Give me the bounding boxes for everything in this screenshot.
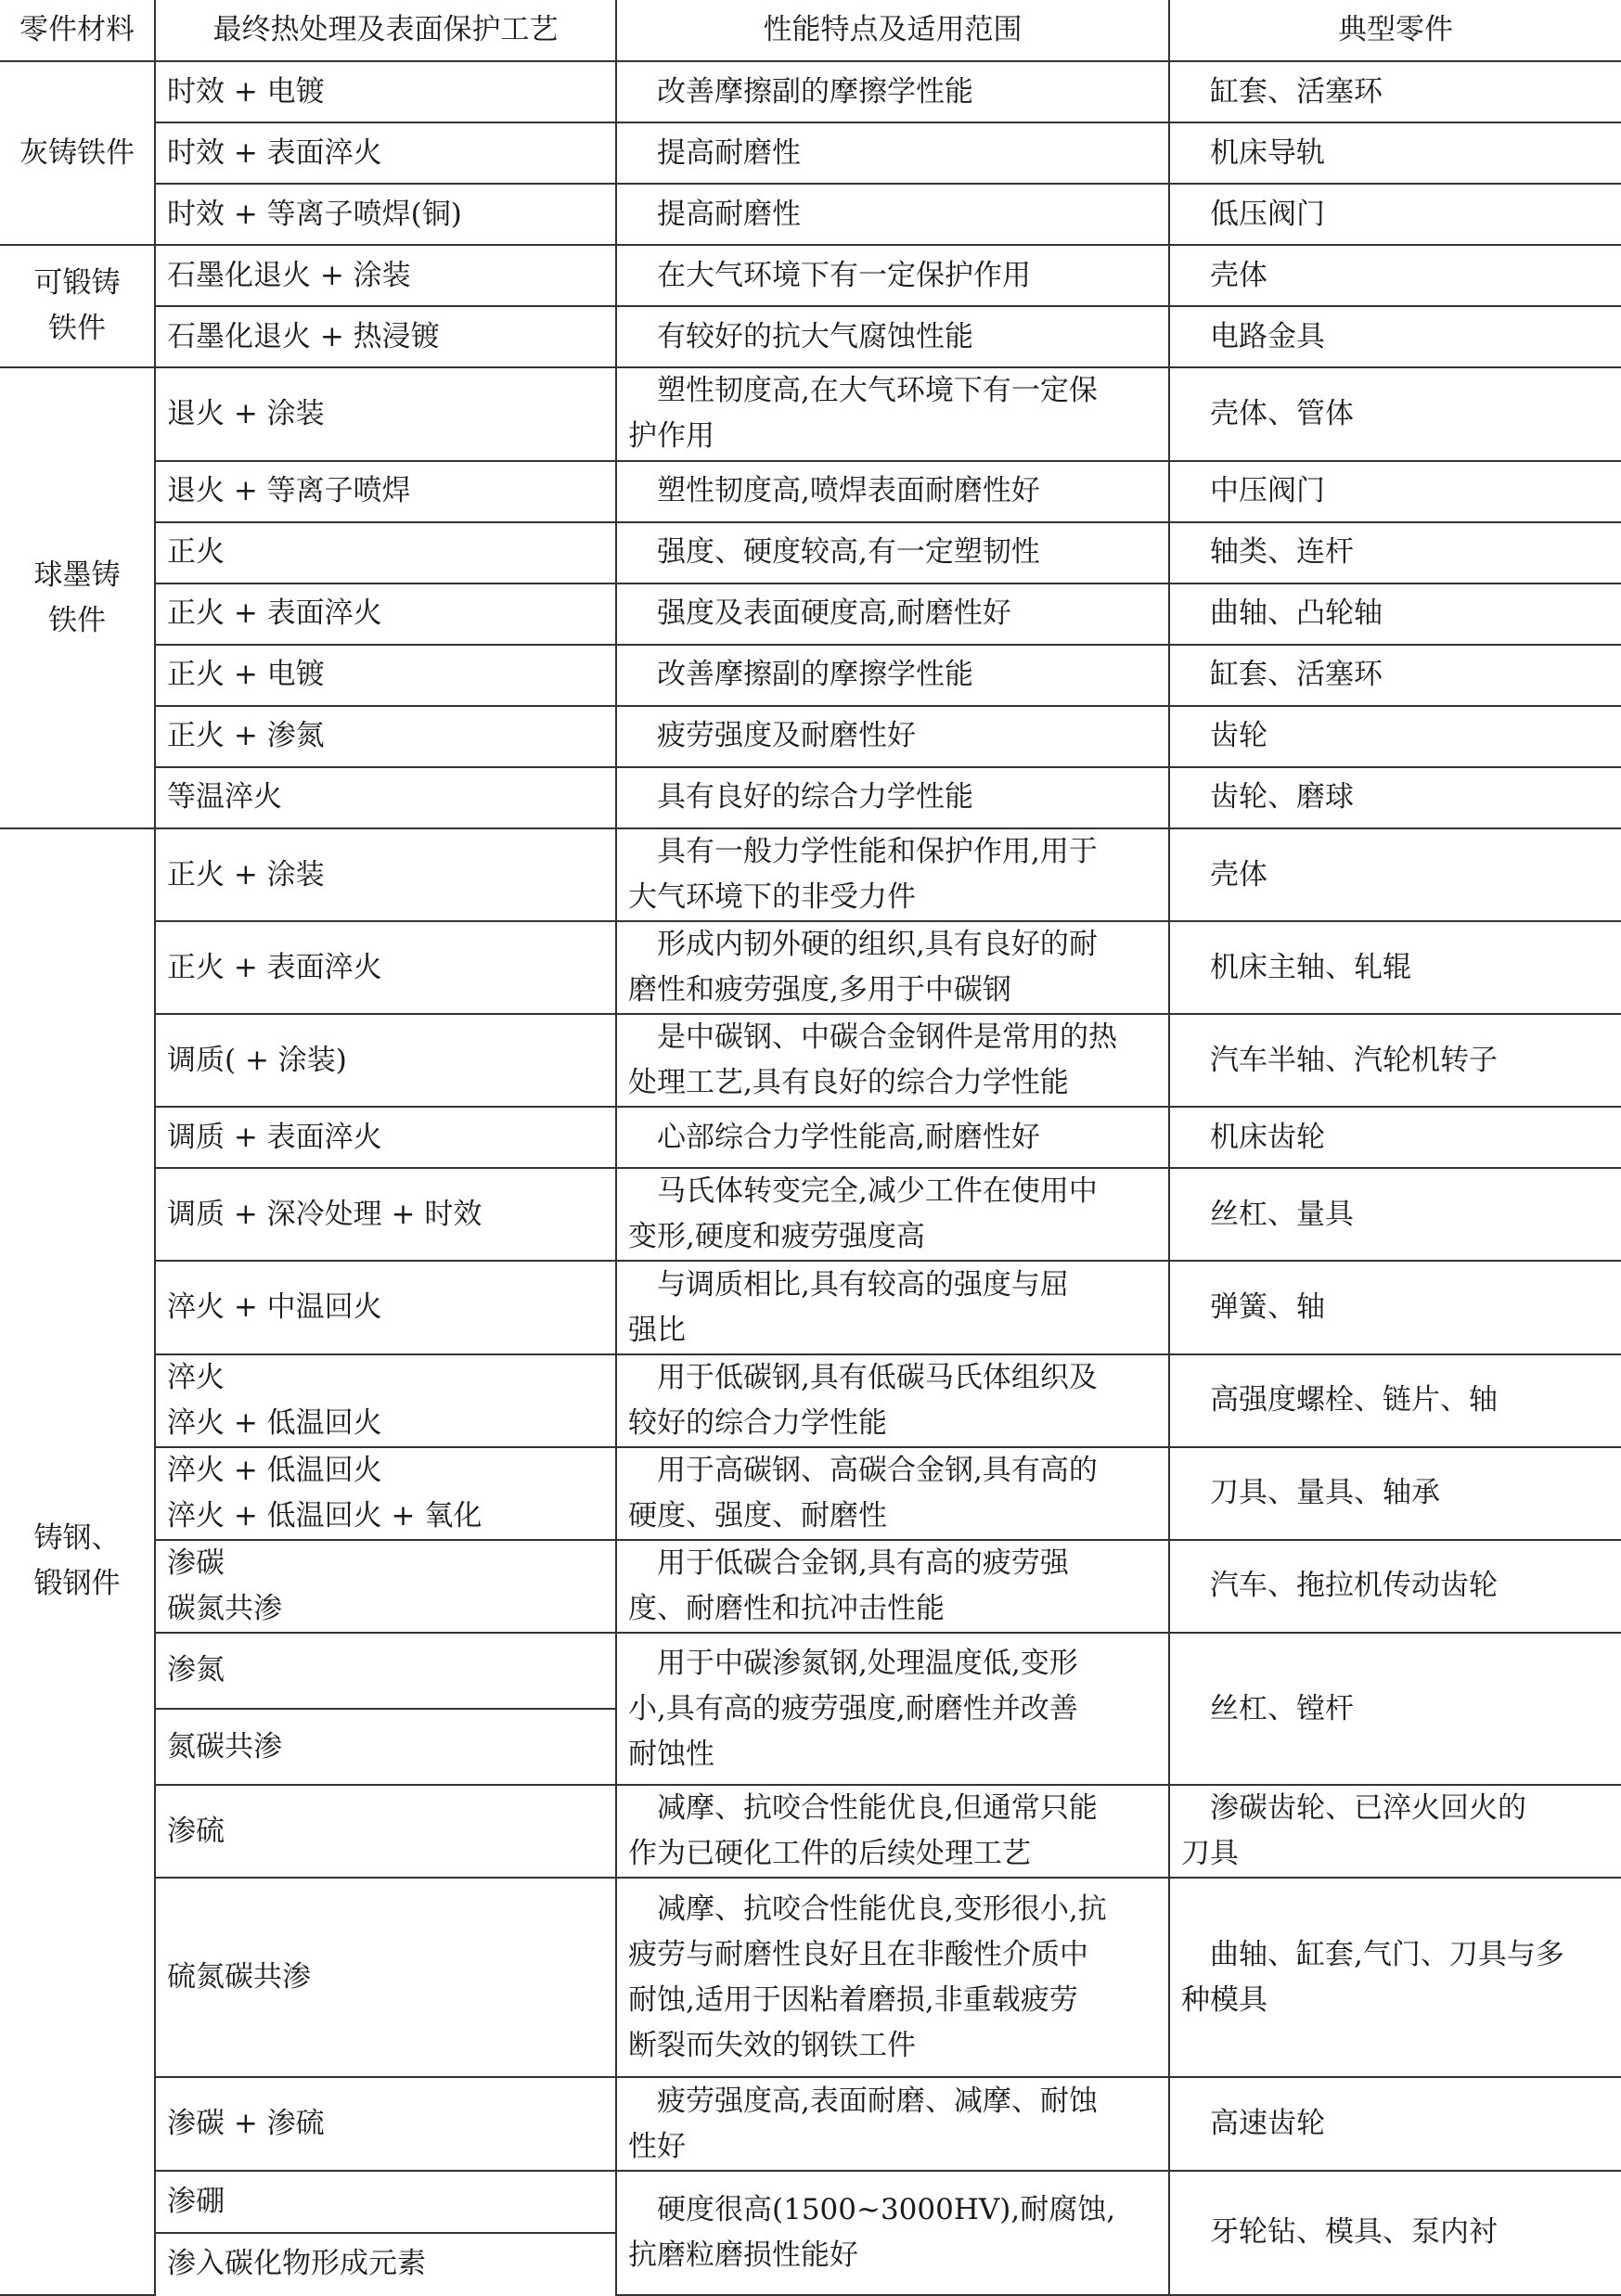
cell-line: 曲轴、凸轮轴 — [1210, 596, 1383, 631]
process-cell — [155, 1354, 616, 1447]
parts-cell — [1169, 306, 1621, 367]
cell-line: 性好 — [628, 2129, 686, 2163]
material-cell — [0, 245, 155, 367]
process-cell — [155, 245, 616, 306]
cell-line: 丝杠、镗杆 — [1210, 1691, 1354, 1725]
cell-line: 壳体 — [1210, 258, 1267, 292]
process-cell — [155, 1785, 616, 1878]
cell-line: 小,具有高的疲劳强度,耐磨性并改善 — [628, 1691, 1078, 1725]
performance-cell — [616, 184, 1169, 245]
cell-line: 球墨铸 — [33, 558, 121, 592]
performance-cell — [616, 2171, 1169, 2295]
cell-line: 铸钢、 — [33, 1521, 121, 1556]
performance-cell — [616, 921, 1169, 1014]
cell-line: 正火 + 表面淬火 — [167, 950, 382, 984]
parts-cell — [1169, 1261, 1621, 1353]
performance-cell — [616, 584, 1169, 645]
parts-cell — [1169, 1540, 1621, 1633]
process-cell — [155, 122, 616, 184]
cell-line: 在大气环境下有一定保护作用 — [657, 258, 1031, 292]
cell-line: 是中碳钢、中碳合金钢件是常用的热 — [657, 1020, 1117, 1055]
table-row — [0, 61, 1621, 122]
cell-line: 较好的综合力学性能 — [628, 1405, 887, 1440]
performance-cell — [616, 1168, 1169, 1261]
cell-line: 抗磨粒磨损性能好 — [628, 2238, 858, 2272]
process-cell — [155, 2077, 616, 2170]
process-cell — [155, 2233, 616, 2295]
header-process: 最终热处理及表面保护工艺 — [155, 0, 616, 61]
table-row — [0, 584, 1621, 645]
material-cell — [0, 828, 155, 2295]
table-row — [0, 1261, 1621, 1353]
table-row — [0, 1540, 1621, 1633]
process-cell — [155, 1107, 616, 1168]
process-cell — [155, 61, 616, 122]
process-cell — [155, 767, 616, 828]
parts-cell — [1169, 184, 1621, 245]
performance-cell — [616, 1261, 1169, 1353]
table-row — [0, 1107, 1621, 1168]
cell-line: 渗硼 — [167, 2184, 225, 2218]
table-row — [0, 1354, 1621, 1447]
cell-line: 种模具 — [1181, 1982, 1267, 2017]
cell-line: 锻钢件 — [33, 1567, 121, 1601]
cell-line: 正火 + 电镀 — [167, 658, 325, 692]
performance-cell — [616, 828, 1169, 921]
cell-line: 石墨化退火 + 涂装 — [167, 258, 411, 292]
cell-line: 丝杠、量具 — [1210, 1197, 1354, 1231]
performance-cell — [616, 245, 1169, 306]
cell-line: 时效 + 表面淬火 — [167, 135, 382, 170]
parts-cell — [1169, 767, 1621, 828]
table-row — [0, 1447, 1621, 1540]
material-cell — [0, 367, 155, 828]
cell-line: 齿轮、磨球 — [1210, 780, 1354, 815]
cell-line: 硬度、强度、耐磨性 — [628, 1498, 887, 1533]
cell-line: 具有一般力学性能和保护作用,用于 — [657, 835, 1098, 869]
cell-line: 退火 + 涂装 — [167, 396, 325, 430]
cell-line: 壳体 — [1210, 857, 1267, 891]
cell-line: 用于高碳钢、高碳合金钢,具有高的 — [657, 1453, 1098, 1487]
parts-cell — [1169, 1014, 1621, 1107]
cell-line: 淬火 — [167, 1360, 225, 1394]
performance-cell — [616, 1878, 1169, 2077]
header-parts: 典型零件 — [1169, 0, 1621, 61]
cell-line: 调质 + 深冷处理 + 时效 — [167, 1197, 482, 1231]
cell-line: 时效 + 电镀 — [167, 74, 325, 109]
cell-line: 铁件 — [48, 312, 106, 346]
cell-line: 正火 — [167, 535, 225, 570]
cell-line: 疲劳与耐磨性良好且在非酸性介质中 — [628, 1937, 1088, 1971]
cell-line: 耐蚀,适用于因粘着磨损,非重载疲劳 — [628, 1982, 1078, 2017]
performance-cell — [616, 61, 1169, 122]
cell-line: 渗碳 — [167, 1546, 225, 1580]
cell-line: 渗碳齿轮、已淬火回火的 — [1210, 1791, 1526, 1826]
cell-line: 壳体、管体 — [1210, 396, 1354, 430]
cell-line: 变形,硬度和疲劳强度高 — [628, 1220, 925, 1254]
cell-line: 正火 + 渗氮 — [167, 719, 325, 753]
performance-cell — [616, 306, 1169, 367]
cell-line: 灰铸铁件 — [19, 135, 135, 170]
cell-line: 正火 + 涂装 — [167, 857, 325, 891]
cell-line: 汽车半轴、汽轮机转子 — [1210, 1043, 1498, 1077]
performance-cell — [616, 1107, 1169, 1168]
cell-line: 正火 + 表面淬火 — [167, 596, 382, 631]
cell-line: 具有良好的综合力学性能 — [657, 780, 973, 815]
cell-line: 电路金具 — [1210, 319, 1325, 353]
performance-cell — [616, 1540, 1169, 1633]
table-row — [0, 828, 1621, 921]
process-cell — [155, 584, 616, 645]
parts-cell — [1169, 367, 1621, 460]
table-row — [0, 461, 1621, 522]
cell-line: 时效 + 等离子喷焊(铜) — [167, 197, 462, 231]
table-row — [0, 1014, 1621, 1107]
cell-line: 缸套、活塞环 — [1210, 658, 1383, 692]
cell-line: 改善摩擦副的摩擦学性能 — [657, 74, 973, 109]
table-row — [0, 1168, 1621, 1261]
cell-line: 曲轴、缸套,气门、刀具与多 — [1210, 1937, 1564, 1971]
process-cell — [155, 1878, 616, 2077]
table-row — [0, 767, 1621, 828]
table-row — [0, 1878, 1621, 2077]
cell-line: 中压阀门 — [1210, 474, 1325, 508]
cell-line: 磨性和疲劳强度,多用于中碳钢 — [628, 973, 1011, 1007]
cell-line: 塑性韧度高,喷焊表面耐磨性好 — [657, 474, 1040, 508]
table-row — [0, 2077, 1621, 2170]
process-cell — [155, 2171, 616, 2233]
cell-line: 提高耐磨性 — [657, 197, 801, 231]
cell-line: 强度及表面硬度高,耐磨性好 — [657, 596, 1011, 631]
parts-cell — [1169, 61, 1621, 122]
cell-line: 淬火 + 中温回火 — [167, 1290, 382, 1325]
header-material: 零件材料 — [0, 0, 155, 61]
cell-line: 与调质相比,具有较高的强度与屈 — [657, 1267, 1069, 1302]
cell-line: 提高耐磨性 — [657, 135, 801, 170]
cell-line: 度、耐磨性和抗冲击性能 — [628, 1591, 945, 1625]
cell-line: 低压阀门 — [1210, 197, 1325, 231]
cell-line: 心部综合力学性能高,耐磨性好 — [657, 1120, 1040, 1154]
parts-cell — [1169, 2077, 1621, 2170]
cell-line: 缸套、活塞环 — [1210, 74, 1383, 109]
cell-line: 用于低碳合金钢,具有高的疲劳强 — [657, 1546, 1069, 1580]
cell-line: 护作用 — [628, 419, 714, 454]
parts-cell — [1169, 706, 1621, 767]
table-row — [0, 706, 1621, 767]
cell-line: 机床主轴、轧辊 — [1210, 950, 1411, 984]
cell-line: 渗入碳化物形成元素 — [167, 2247, 426, 2281]
process-cell — [155, 1447, 616, 1540]
cell-line: 石墨化退火 + 热浸镀 — [167, 319, 440, 353]
cell-line: 齿轮 — [1210, 719, 1267, 753]
cell-line: 疲劳强度及耐磨性好 — [657, 719, 916, 753]
cell-line: 机床导轨 — [1210, 135, 1325, 170]
cell-line: 氮碳共渗 — [167, 1729, 282, 1764]
performance-cell — [616, 645, 1169, 706]
parts-cell — [1169, 2171, 1621, 2295]
parts-cell — [1169, 461, 1621, 522]
cell-line: 大气环境下的非受力件 — [628, 880, 916, 915]
table-row — [0, 122, 1621, 184]
performance-cell — [616, 706, 1169, 767]
parts-cell — [1169, 1878, 1621, 2077]
parts-cell — [1169, 828, 1621, 921]
cell-line: 硫氮碳共渗 — [167, 1960, 311, 1995]
cell-line: 强度、硬度较高,有一定塑韧性 — [657, 535, 1040, 570]
performance-cell — [616, 767, 1169, 828]
cell-line: 淬火 + 低温回火 + 氧化 — [167, 1498, 482, 1533]
cell-line: 淬火 + 低温回火 — [167, 1405, 382, 1440]
cell-line: 改善摩擦副的摩擦学性能 — [657, 658, 973, 692]
parts-cell — [1169, 1785, 1621, 1878]
parts-cell — [1169, 122, 1621, 184]
table-header-row — [0, 0, 1621, 61]
cell-line: 有较好的抗大气腐蚀性能 — [657, 319, 973, 353]
performance-cell — [616, 1785, 1169, 1878]
process-cell — [155, 706, 616, 767]
parts-cell — [1169, 1168, 1621, 1261]
cell-line: 碳氮共渗 — [167, 1591, 282, 1625]
cell-line: 调质( + 涂装) — [167, 1043, 347, 1077]
parts-cell — [1169, 1633, 1621, 1785]
performance-cell — [616, 1633, 1169, 1785]
cell-line: 处理工艺,具有良好的综合力学性能 — [628, 1066, 1069, 1100]
material-cell — [0, 61, 155, 245]
cell-line: 等温淬火 — [167, 780, 282, 815]
process-cell — [155, 1709, 616, 1785]
cell-line: 刀具、量具、轴承 — [1210, 1476, 1440, 1510]
cell-line: 疲劳强度高,表面耐磨、减摩、耐蚀 — [657, 2084, 1098, 2118]
table-row — [0, 2171, 1621, 2233]
table-row — [0, 645, 1621, 706]
cell-line: 刀具 — [1181, 1837, 1239, 1871]
process-cell — [155, 1261, 616, 1353]
table-row — [0, 522, 1621, 584]
cell-line: 减摩、抗咬合性能优良,变形很小,抗 — [657, 1892, 1107, 1926]
parts-cell — [1169, 522, 1621, 584]
table-row — [0, 367, 1621, 460]
performance-cell — [616, 1447, 1169, 1540]
parts-cell — [1169, 584, 1621, 645]
table-row — [0, 1785, 1621, 1878]
cell-line: 渗硫 — [167, 1814, 225, 1848]
cell-line: 高速齿轮 — [1210, 2107, 1325, 2141]
parts-cell — [1169, 1107, 1621, 1168]
cell-line: 硬度很高(1500~3000HV),耐腐蚀, — [657, 2192, 1116, 2226]
cell-line: 塑性韧度高,在大气环境下有一定保 — [657, 374, 1098, 408]
cell-line: 断裂而失效的钢铁工件 — [628, 2028, 916, 2062]
cell-line: 耐蚀性 — [628, 1737, 714, 1771]
table-row — [0, 245, 1621, 306]
performance-cell — [616, 461, 1169, 522]
cell-line: 弹簧、轴 — [1210, 1290, 1325, 1325]
cell-line: 减摩、抗咬合性能优良,但通常只能 — [657, 1791, 1098, 1826]
cell-line: 淬火 + 低温回火 — [167, 1453, 382, 1487]
cell-line: 高强度螺栓、链片、轴 — [1210, 1383, 1498, 1417]
parts-cell — [1169, 645, 1621, 706]
parts-cell — [1169, 245, 1621, 306]
process-cell — [155, 184, 616, 245]
process-cell — [155, 522, 616, 584]
cell-line: 作为已硬化工件的后续处理工艺 — [628, 1837, 1031, 1871]
process-cell — [155, 1633, 616, 1709]
parts-cell — [1169, 1354, 1621, 1447]
process-cell — [155, 645, 616, 706]
performance-cell — [616, 2077, 1169, 2170]
cell-line: 轴类、连杆 — [1210, 535, 1354, 570]
performance-cell — [616, 522, 1169, 584]
performance-cell — [616, 1354, 1169, 1447]
cell-line: 马氏体转变完全,减少工件在使用中 — [657, 1174, 1098, 1209]
process-cell — [155, 367, 616, 460]
process-cell — [155, 1540, 616, 1633]
table-row — [0, 921, 1621, 1014]
cell-line: 可锻铸 — [33, 266, 121, 301]
performance-cell — [616, 122, 1169, 184]
process-cell — [155, 1168, 616, 1261]
table-row — [0, 1633, 1621, 1709]
process-cell — [155, 461, 616, 522]
cell-line: 汽车、拖拉机传动齿轮 — [1210, 1569, 1498, 1603]
cell-line: 用于中碳渗氮钢,处理温度低,变形 — [657, 1646, 1078, 1680]
process-cell — [155, 1014, 616, 1107]
cell-line: 铁件 — [48, 603, 106, 637]
process-cell — [155, 306, 616, 367]
cell-line: 渗碳 + 渗硫 — [167, 2107, 325, 2141]
parts-cell — [1169, 921, 1621, 1014]
parts-cell — [1169, 1447, 1621, 1540]
cell-line: 形成内韧外硬的组织,具有良好的耐 — [657, 928, 1098, 962]
cell-line: 渗氮 — [167, 1653, 225, 1687]
cell-line: 强比 — [628, 1313, 686, 1347]
process-cell — [155, 828, 616, 921]
table-row — [0, 306, 1621, 367]
performance-cell — [616, 1014, 1169, 1107]
process-cell — [155, 921, 616, 1014]
cell-line: 退火 + 等离子喷焊 — [167, 474, 411, 508]
performance-cell — [616, 367, 1169, 460]
cell-line: 牙轮钻、模具、泵内衬 — [1210, 2215, 1498, 2250]
header-performance: 性能特点及适用范围 — [616, 0, 1169, 61]
cell-line: 调质 + 表面淬火 — [167, 1120, 382, 1154]
table-row — [0, 184, 1621, 245]
cell-line: 机床齿轮 — [1210, 1120, 1325, 1154]
cell-line: 用于低碳钢,具有低碳马氏体组织及 — [657, 1360, 1098, 1394]
